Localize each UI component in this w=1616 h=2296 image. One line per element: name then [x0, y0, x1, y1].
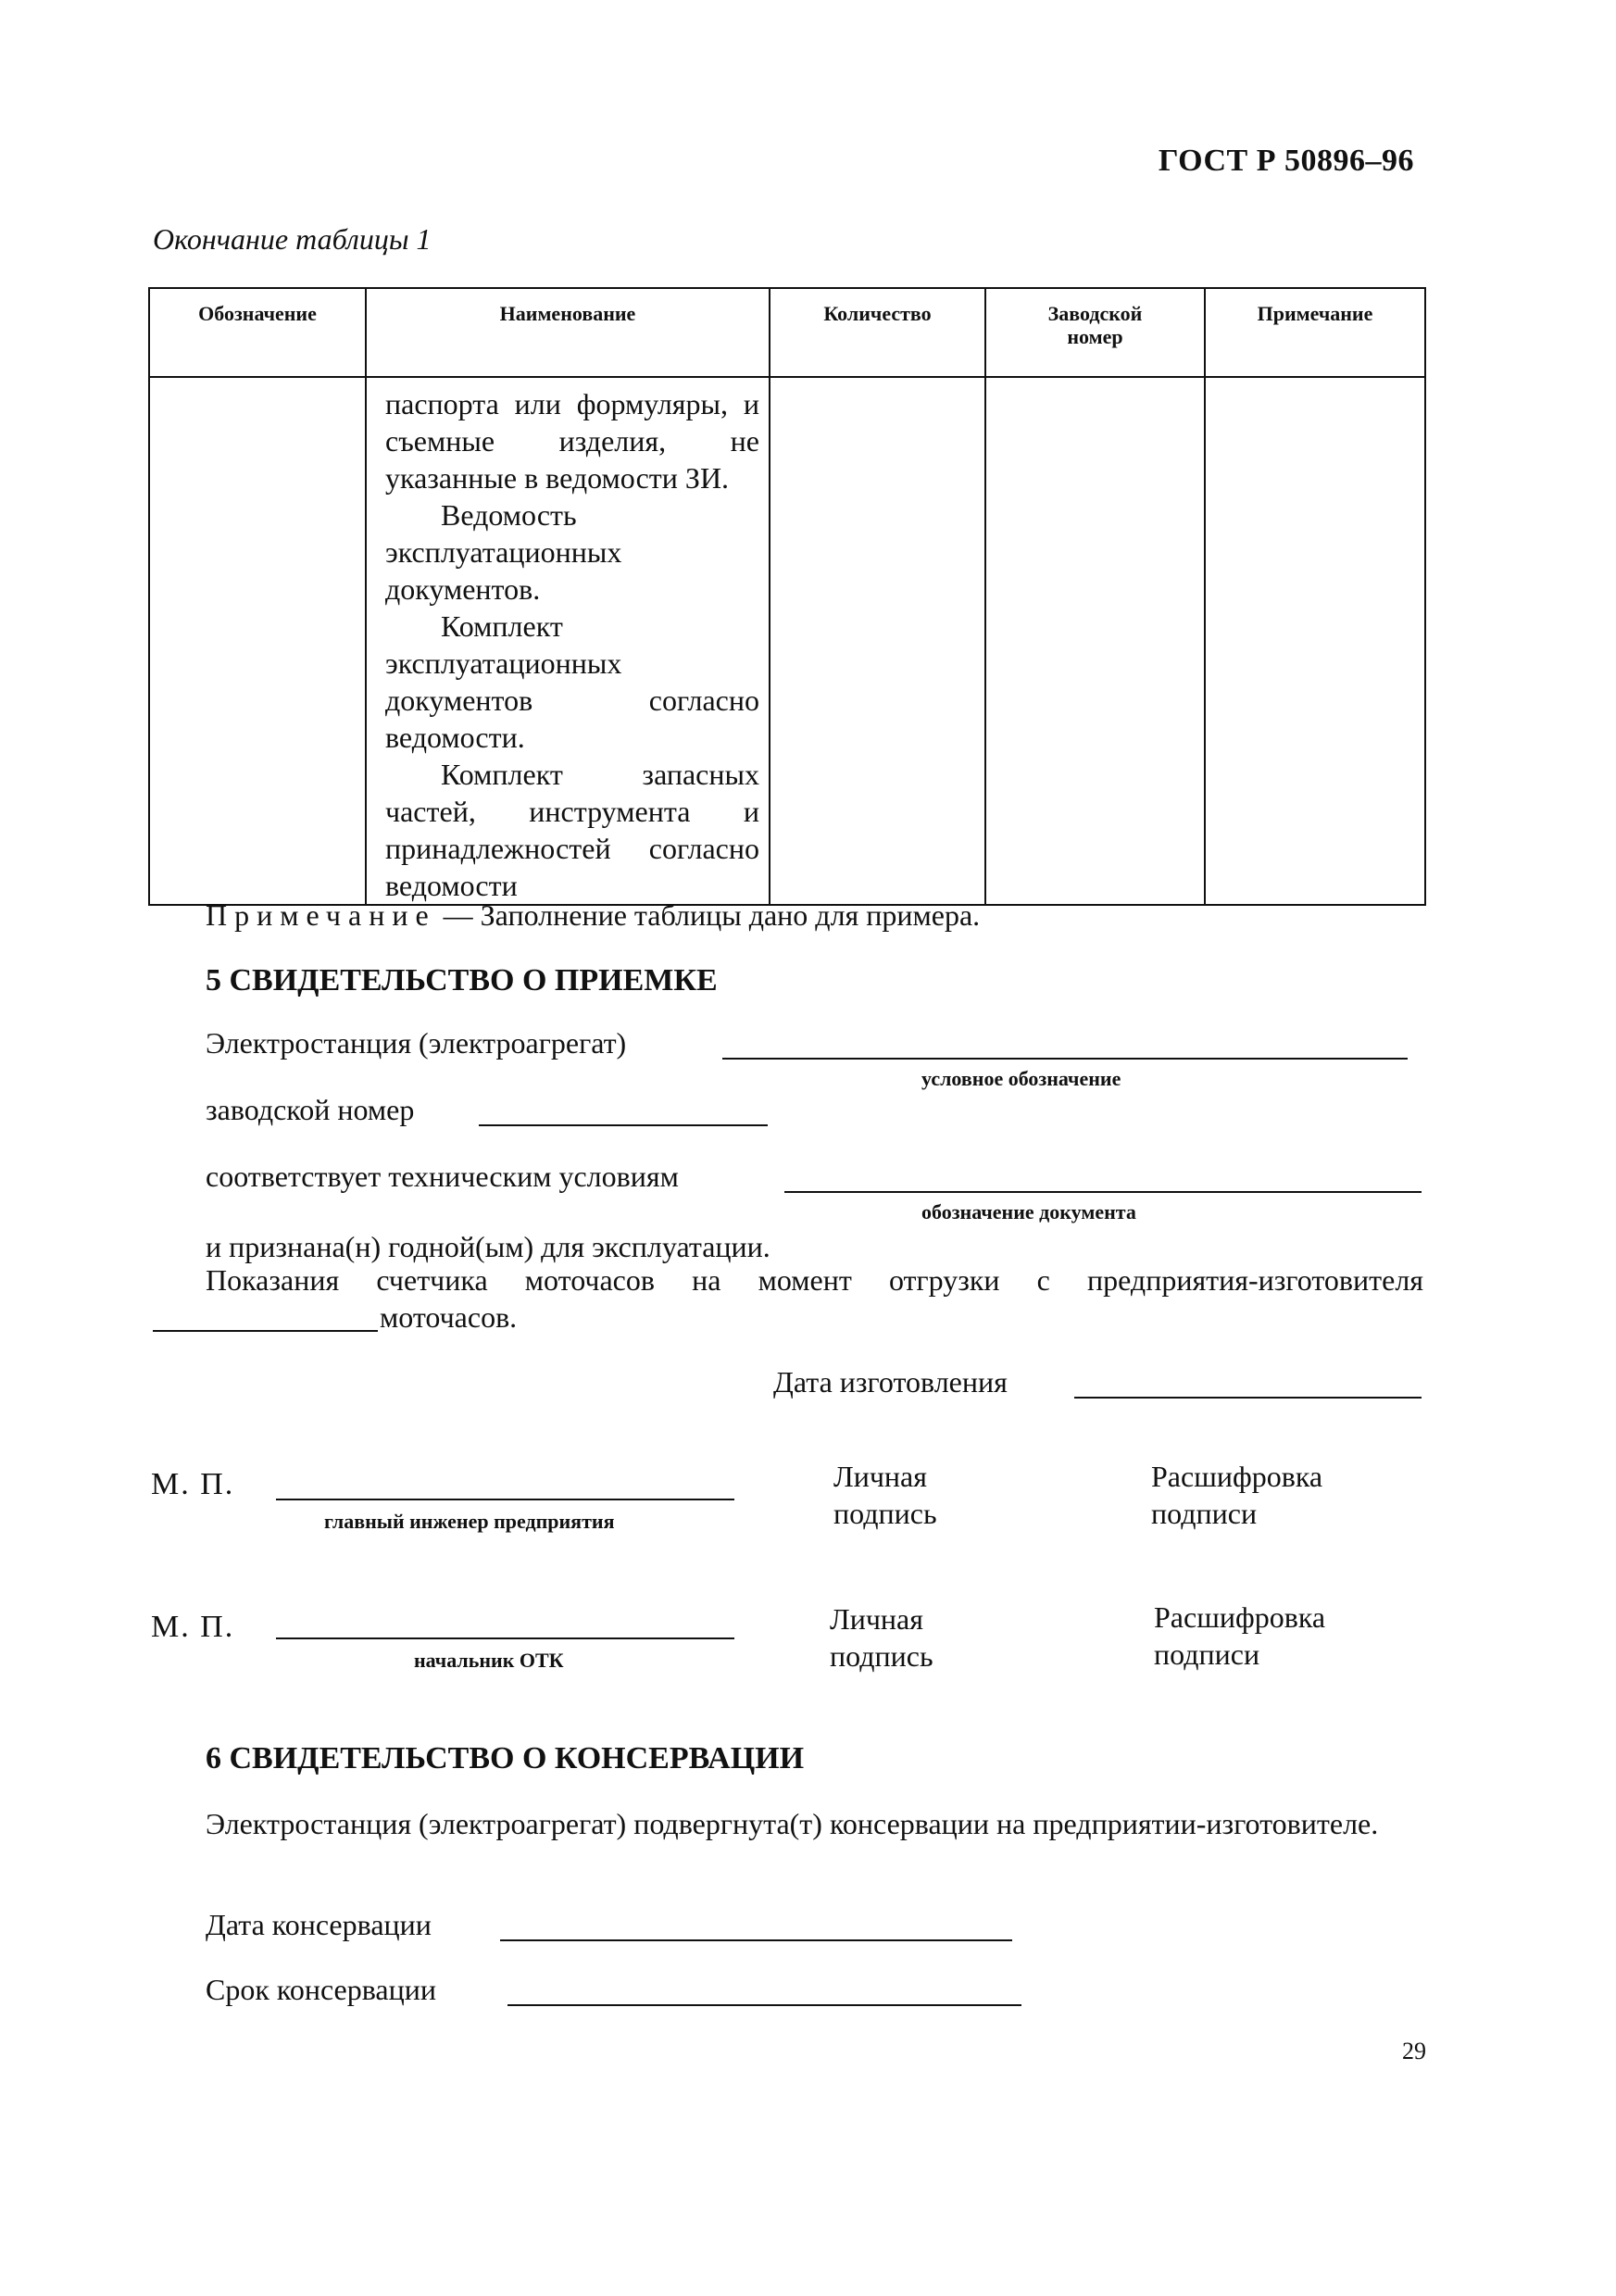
- signature-decode-label: [1154, 1599, 1325, 1673]
- station-label: Электростанция (электроагрегат): [206, 1026, 627, 1060]
- table-note: [206, 898, 980, 933]
- personal-label-line: Личная: [830, 1602, 923, 1636]
- note-label: Примечание: [206, 898, 436, 932]
- col-name: Наименование: [366, 288, 770, 377]
- accepted-text: и признана(н) годной(ым) для эксплуатации.: [206, 1230, 770, 1263]
- signature-line-qc-head[interactable]: [276, 1637, 734, 1639]
- signature-decode-label: [1151, 1458, 1322, 1532]
- conservation-date-label: Дата консервации: [206, 1908, 432, 1941]
- meter-text: Показания счетчика моточасов на момент отгрузки с предприятия-изготовителя: [206, 1263, 1423, 1297]
- personal-label-line: подпись: [830, 1639, 933, 1673]
- cell-name: [366, 377, 770, 905]
- meter-line[interactable]: [153, 1330, 378, 1332]
- name-paragraph: Комплект эксплуатационных документов согласно ведомости.: [385, 609, 759, 754]
- stamp-mark: М. П.: [151, 1610, 235, 1644]
- conforms-hint: обозначение документа: [921, 1200, 1136, 1223]
- conforms-line[interactable]: [784, 1191, 1422, 1193]
- manufacture-date-line[interactable]: [1074, 1397, 1422, 1399]
- station-hint: условное обозначение: [921, 1067, 1121, 1090]
- col-designation: Обозначение: [149, 288, 366, 377]
- cell-remark: [1205, 377, 1425, 905]
- equipment-table: [148, 287, 1426, 906]
- col-remark: Примечание: [1205, 288, 1425, 377]
- col-serial-label: Заводской номер: [1047, 302, 1143, 349]
- col-quantity: Количество: [770, 288, 985, 377]
- table-header-row: [149, 288, 1425, 377]
- note-text: — Заполнение таблицы дано для примера.: [435, 898, 981, 932]
- serial-line[interactable]: [479, 1124, 768, 1126]
- conservation-term-line[interactable]: [507, 2004, 1021, 2006]
- personal-signature-label: [833, 1458, 937, 1532]
- meter-suffix: моточасов.: [380, 1300, 518, 1334]
- serial-label: заводской номер: [206, 1093, 415, 1126]
- col-serial: [985, 288, 1205, 377]
- cell-designation: [149, 377, 366, 905]
- name-paragraph: Ведомость эксплуатационных документов.: [385, 498, 622, 606]
- table-caption: Окончание таблицы 1: [153, 222, 432, 256]
- section5-title: 5 СВИДЕТЕЛЬСТВО О ПРИЕМКЕ: [206, 963, 718, 997]
- decode-label-line: подписи: [1151, 1497, 1258, 1530]
- decode-label-line: Расшифровка: [1154, 1600, 1326, 1634]
- role-qc-head: начальник ОТК: [414, 1649, 564, 1672]
- manufacture-date-label: Дата изготовления: [773, 1365, 1008, 1399]
- personal-label-line: Личная: [833, 1460, 927, 1493]
- section6-title: 6 СВИДЕТЕЛЬСТВО О КОНСЕРВАЦИИ: [206, 1741, 805, 1775]
- personal-signature-label: [830, 1600, 933, 1675]
- table-row: [149, 377, 1425, 905]
- personal-label-line: подпись: [833, 1497, 937, 1530]
- name-paragraph: Комплект запасных частей, инструмента и принадлежностей согласно ведомости: [385, 758, 759, 902]
- page-number: 29: [1402, 2038, 1426, 2064]
- signature-line-chief-engineer[interactable]: [276, 1499, 734, 1500]
- conservation-term-label: Срок консервации: [206, 1973, 436, 2006]
- conforms-label: соответствует техническим условиям: [206, 1160, 679, 1193]
- decode-label-line: подписи: [1154, 1637, 1260, 1671]
- stamp-mark: М. П.: [151, 1467, 235, 1501]
- cell-quantity: [770, 377, 985, 905]
- conservation-text: Электростанция (электроагрегат) подвергнута(т) консервации на предприятии-изготовителе.: [206, 1807, 1379, 1840]
- name-paragraph: паспорта или формуляры, и съемные изделия, не указанные в ведомости ЗИ.: [385, 387, 759, 495]
- cell-serial: [985, 377, 1205, 905]
- decode-label-line: Расшифровка: [1151, 1460, 1323, 1493]
- standard-number: ГОСТ Р 50896–96: [1158, 144, 1414, 178]
- role-chief-engineer: главный инженер предприятия: [324, 1510, 615, 1533]
- conservation-date-line[interactable]: [500, 1939, 1012, 1941]
- station-line[interactable]: [722, 1058, 1408, 1060]
